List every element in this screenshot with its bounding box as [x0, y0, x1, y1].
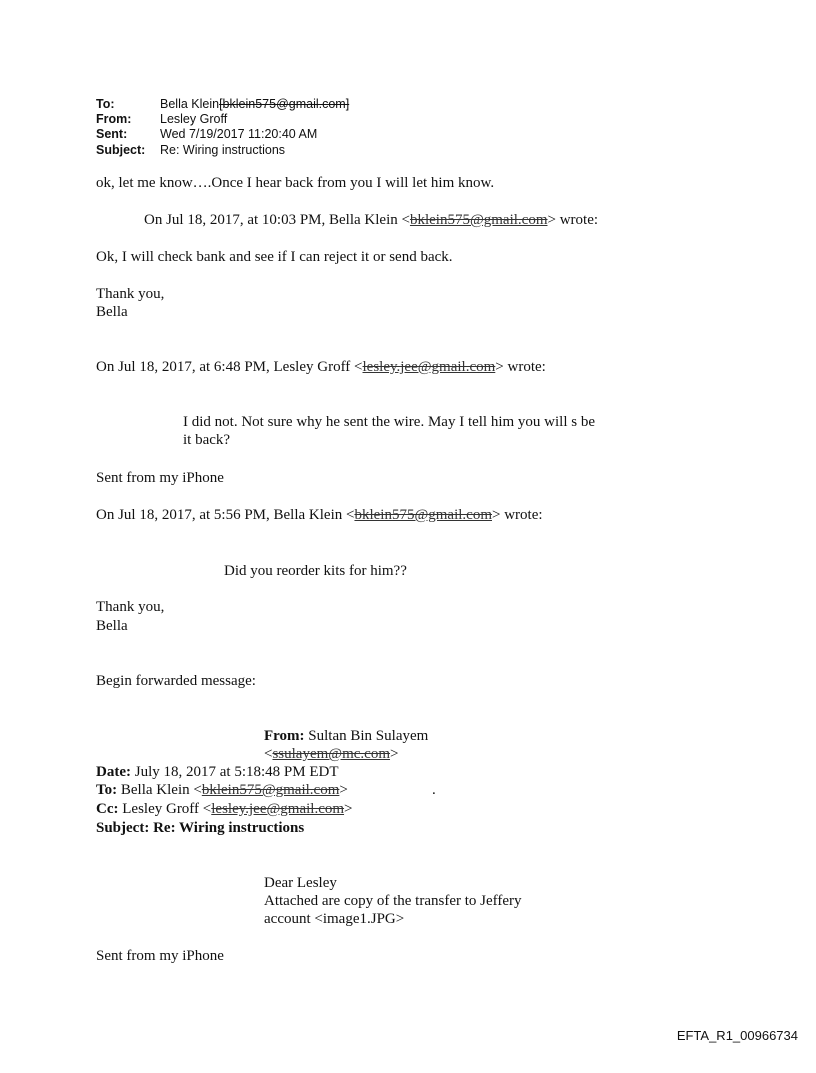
fwd-date-label: Date:	[96, 764, 131, 780]
quote-header-2-post: > wrote:	[495, 359, 546, 375]
fwd-from-email-pre: <	[264, 746, 273, 762]
quote-2-text-line2: it back?	[183, 432, 231, 448]
attached-line-1: Attached are copy of the transfer to Jeffery	[264, 893, 522, 909]
to-label: To:	[96, 97, 115, 111]
fwd-to-line	[96, 781, 348, 800]
quote-header-1	[144, 211, 598, 230]
sent-from-iphone-1: Sent from my iPhone	[96, 470, 224, 486]
fwd-from-name: Sultan Bin Sulayem	[304, 728, 429, 744]
fwd-from-email-line	[264, 745, 398, 764]
fwd-cc-line	[96, 800, 353, 819]
quote-header-1-pre: On Jul 18, 2017, at 10:03 PM, Bella Klein <	[144, 212, 410, 228]
quote-header-3-pre: On Jul 18, 2017, at 5:56 PM, Bella Klein <	[96, 507, 355, 523]
forwarded-label: Begin forwarded message:	[96, 673, 256, 689]
from-label: From:	[96, 112, 132, 126]
signature-1: Bella	[96, 304, 128, 320]
quote-header-2	[96, 358, 546, 377]
quote-header-2-pre: On Jul 18, 2017, at 6:48 PM, Lesley Groff <	[96, 359, 363, 375]
stray-dot: .	[432, 782, 436, 798]
quote-3-text: Did you reorder kits for him??	[224, 563, 407, 579]
quote-header-3-email: bklein575@gmail.com	[354, 507, 492, 523]
quote-2-text-line1: I did not. Not sure why he sent the wire. May I tell him you will s be	[183, 414, 596, 430]
from-value: Lesley Groff	[160, 112, 228, 126]
quote-header-2-email: lesley.jee@gmail.com	[362, 359, 496, 375]
fwd-from-email: ssulayem@mc.com	[272, 746, 391, 762]
quote-1-text: Ok, I will check bank and see if I can reject it or send back.	[96, 249, 453, 265]
sent-label: Sent:	[96, 127, 128, 141]
fwd-cc-pre: Lesley Groff <	[118, 801, 212, 817]
to-value	[160, 96, 349, 112]
reply-line: ok, let me know….Once I hear back from you I will let him know.	[96, 175, 495, 191]
fwd-date-value: July 18, 2017 at 5:18:48 PM EDT	[130, 764, 339, 780]
thanks-1: Thank you,	[96, 286, 165, 302]
signature-2: Bella	[96, 618, 128, 634]
to-name: Bella Klein	[160, 97, 220, 111]
subject-label: Subject:	[96, 143, 146, 157]
dear-line: Dear Lesley	[264, 875, 337, 891]
document-id: EFTA_R1_00966734	[676, 1028, 798, 1043]
fwd-to-post: >	[339, 782, 348, 798]
quote-header-3-post: > wrote:	[492, 507, 543, 523]
fwd-cc-email: lesley.jee@gmail.com	[211, 801, 345, 817]
to-email: [bklein575@gmail.com]	[219, 97, 350, 111]
fwd-from-label: From:	[264, 728, 305, 744]
quote-header-1-post: > wrote:	[547, 212, 599, 228]
attached-line-2: account <image1.JPG>	[264, 911, 405, 927]
fwd-from-email-post: >	[390, 746, 399, 762]
fwd-to-email: bklein575@gmail.com	[201, 782, 340, 798]
fwd-to-pre: Bella Klein <	[117, 782, 202, 798]
thanks-2: Thank you,	[96, 599, 165, 615]
fwd-date-line	[96, 763, 339, 782]
fwd-cc-label: Cc:	[96, 801, 119, 817]
quote-header-3	[96, 506, 543, 525]
fwd-from-line	[264, 727, 428, 746]
quote-header-1-email: bklein575@gmail.com	[409, 212, 548, 228]
subject-value: Re: Wiring instructions	[160, 143, 286, 157]
fwd-subject: Subject: Re: Wiring instructions	[96, 820, 305, 836]
fwd-to-label: To:	[96, 782, 118, 798]
fwd-cc-post: >	[344, 801, 353, 817]
sent-from-iphone-2: Sent from my iPhone	[96, 948, 224, 964]
sent-value: Wed 7/19/2017 11:20:40 AM	[160, 127, 318, 141]
